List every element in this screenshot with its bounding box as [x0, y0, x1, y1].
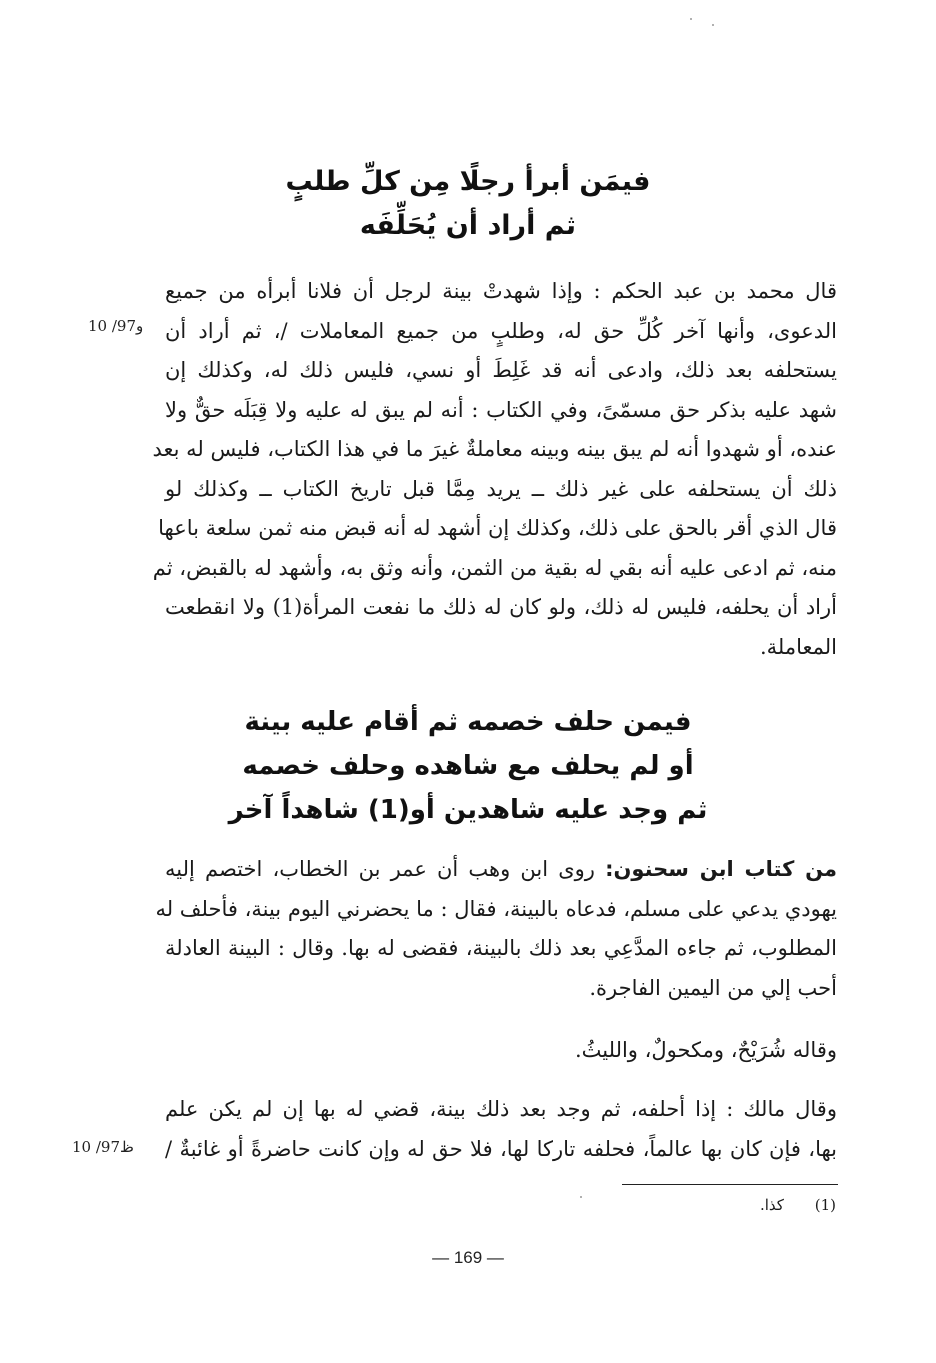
scan-speck	[580, 1196, 582, 1198]
margin-folio-reference: 10 /97و	[88, 317, 144, 335]
paragraph-2-first-line	[165, 850, 837, 890]
paragraph-1-line: قال محمد بن عبد الحكم : وإذا شهدتْ بينة لرجل أن فلانا أبرأه من جميع	[165, 279, 837, 303]
margin-folio-reference: 10 /97ظ	[72, 1138, 134, 1156]
paragraph-1-line: ذلك أن يستحلفه على غير ذلك ــ يريد مِمَّا قبل تاريخ الكتاب ــ وكذلك لو	[165, 476, 837, 501]
footnote	[700, 1196, 836, 1214]
heading-1-line-2: ثم أراد أن يُحَلِّفَه	[359, 210, 577, 241]
paragraph-2	[155, 850, 837, 1008]
scan-speck	[712, 24, 714, 26]
heading-2-line-3: ثم وجد عليه شاهدين أو(1) شاهداً آخر	[228, 795, 708, 825]
paragraph-1-line: عنده، أو شهدوا أنه لم يبق بينه وبينه معاملةٌ غيرَ ما في هذا الكتاب، فليس له بعد	[152, 437, 837, 461]
paragraph-2-first-line-text: روى ابن وهب أن عمر بن الخطاب، اختصم إليه	[165, 857, 606, 881]
paragraph-3	[165, 1031, 837, 1071]
paragraph-1-line: شهد عليه بذكر حق مسمّىً، وفي الكتاب : أنه لم يبق له عليه ولا قِبَلَه حقٌّ ولا	[165, 397, 837, 422]
paragraph-2-line: المطلوب، ثم جاءه المدَّعِي بعد ذلك بالبينة، فقضى له بها. وقال : البينة العادلة	[165, 936, 837, 960]
heading-2-line-1: فيمن حلف خصمه ثم أقام عليه بينة	[244, 707, 692, 737]
paragraph-2-line: أحب إلي من اليمين الفاجرة.	[589, 975, 837, 1000]
paragraph-1-line: أراد أن يحلفه، فليس له ذلك، ولو كان له ذلك ما نفعت المرأة(1) ولا انقطعت	[165, 595, 837, 619]
paragraph-4	[165, 1090, 837, 1169]
section-heading-2	[0, 700, 936, 832]
footnote-number: (1)	[814, 1196, 836, 1214]
section-heading-1	[0, 160, 936, 248]
paragraph-1-line: منه، ثم ادعى عليه أنه بقي له بقية من الثمن، وأنه وثق به، وأشهد له بالقبض، ثم	[152, 555, 837, 580]
paragraph-1-line: قال الذي أقر بالحق على ذلك، وكذلك إن أشهد له أنه قبض منه ثمن سلعة باعها	[158, 516, 837, 540]
paragraph-1-line: المعاملة.	[759, 634, 837, 659]
paragraph-2-line: يهودي يدعي على مسلم، فدعاه بالبينة، فقال : ما يحضرني اليوم بينة، فأحلف له	[155, 896, 837, 921]
paragraph-4-line: وقال مالك : إذا أحلفه، ثم وجد بعد ذلك بينة، قضي له بها إن لم يكن علم	[165, 1097, 837, 1121]
paragraph-1	[152, 272, 837, 667]
heading-1-line-1: فيمَن أبرأ رجلًا مِن كلِّ طلبٍ	[285, 166, 651, 197]
footnote-text: كذا.	[760, 1196, 784, 1214]
footnote-divider	[622, 1184, 838, 1185]
heading-2-line-2: أو لم يحلف مع شاهده وحلف خصمه	[242, 751, 694, 781]
paragraph-1-line: يستحلفه بعد ذلك، وادعى أنه قد غَلِطَ أو نسي، فليس ذلك له، وكذلك إن	[165, 358, 837, 382]
paragraph-1-line: الدعوى، وأنها آخر كُلِّ حق له، وطلبٍ من جميع المعاملات /، ثم أراد أن	[165, 318, 837, 343]
page-number: — 169 —	[432, 1248, 504, 1267]
scan-speck	[690, 18, 692, 20]
paragraph-4-line: بها، فإن كان بها عالماً، فحلفه تاركا لها، فلا حق له وإن كانت حاضرةً أو غائبةٌ /	[165, 1136, 837, 1161]
source-label: من كتاب ابن سحنون:	[605, 857, 837, 881]
paragraph-3-line: وقاله شُرَيْحٌ، ومكحولٌ، والليثُ.	[574, 1038, 837, 1062]
